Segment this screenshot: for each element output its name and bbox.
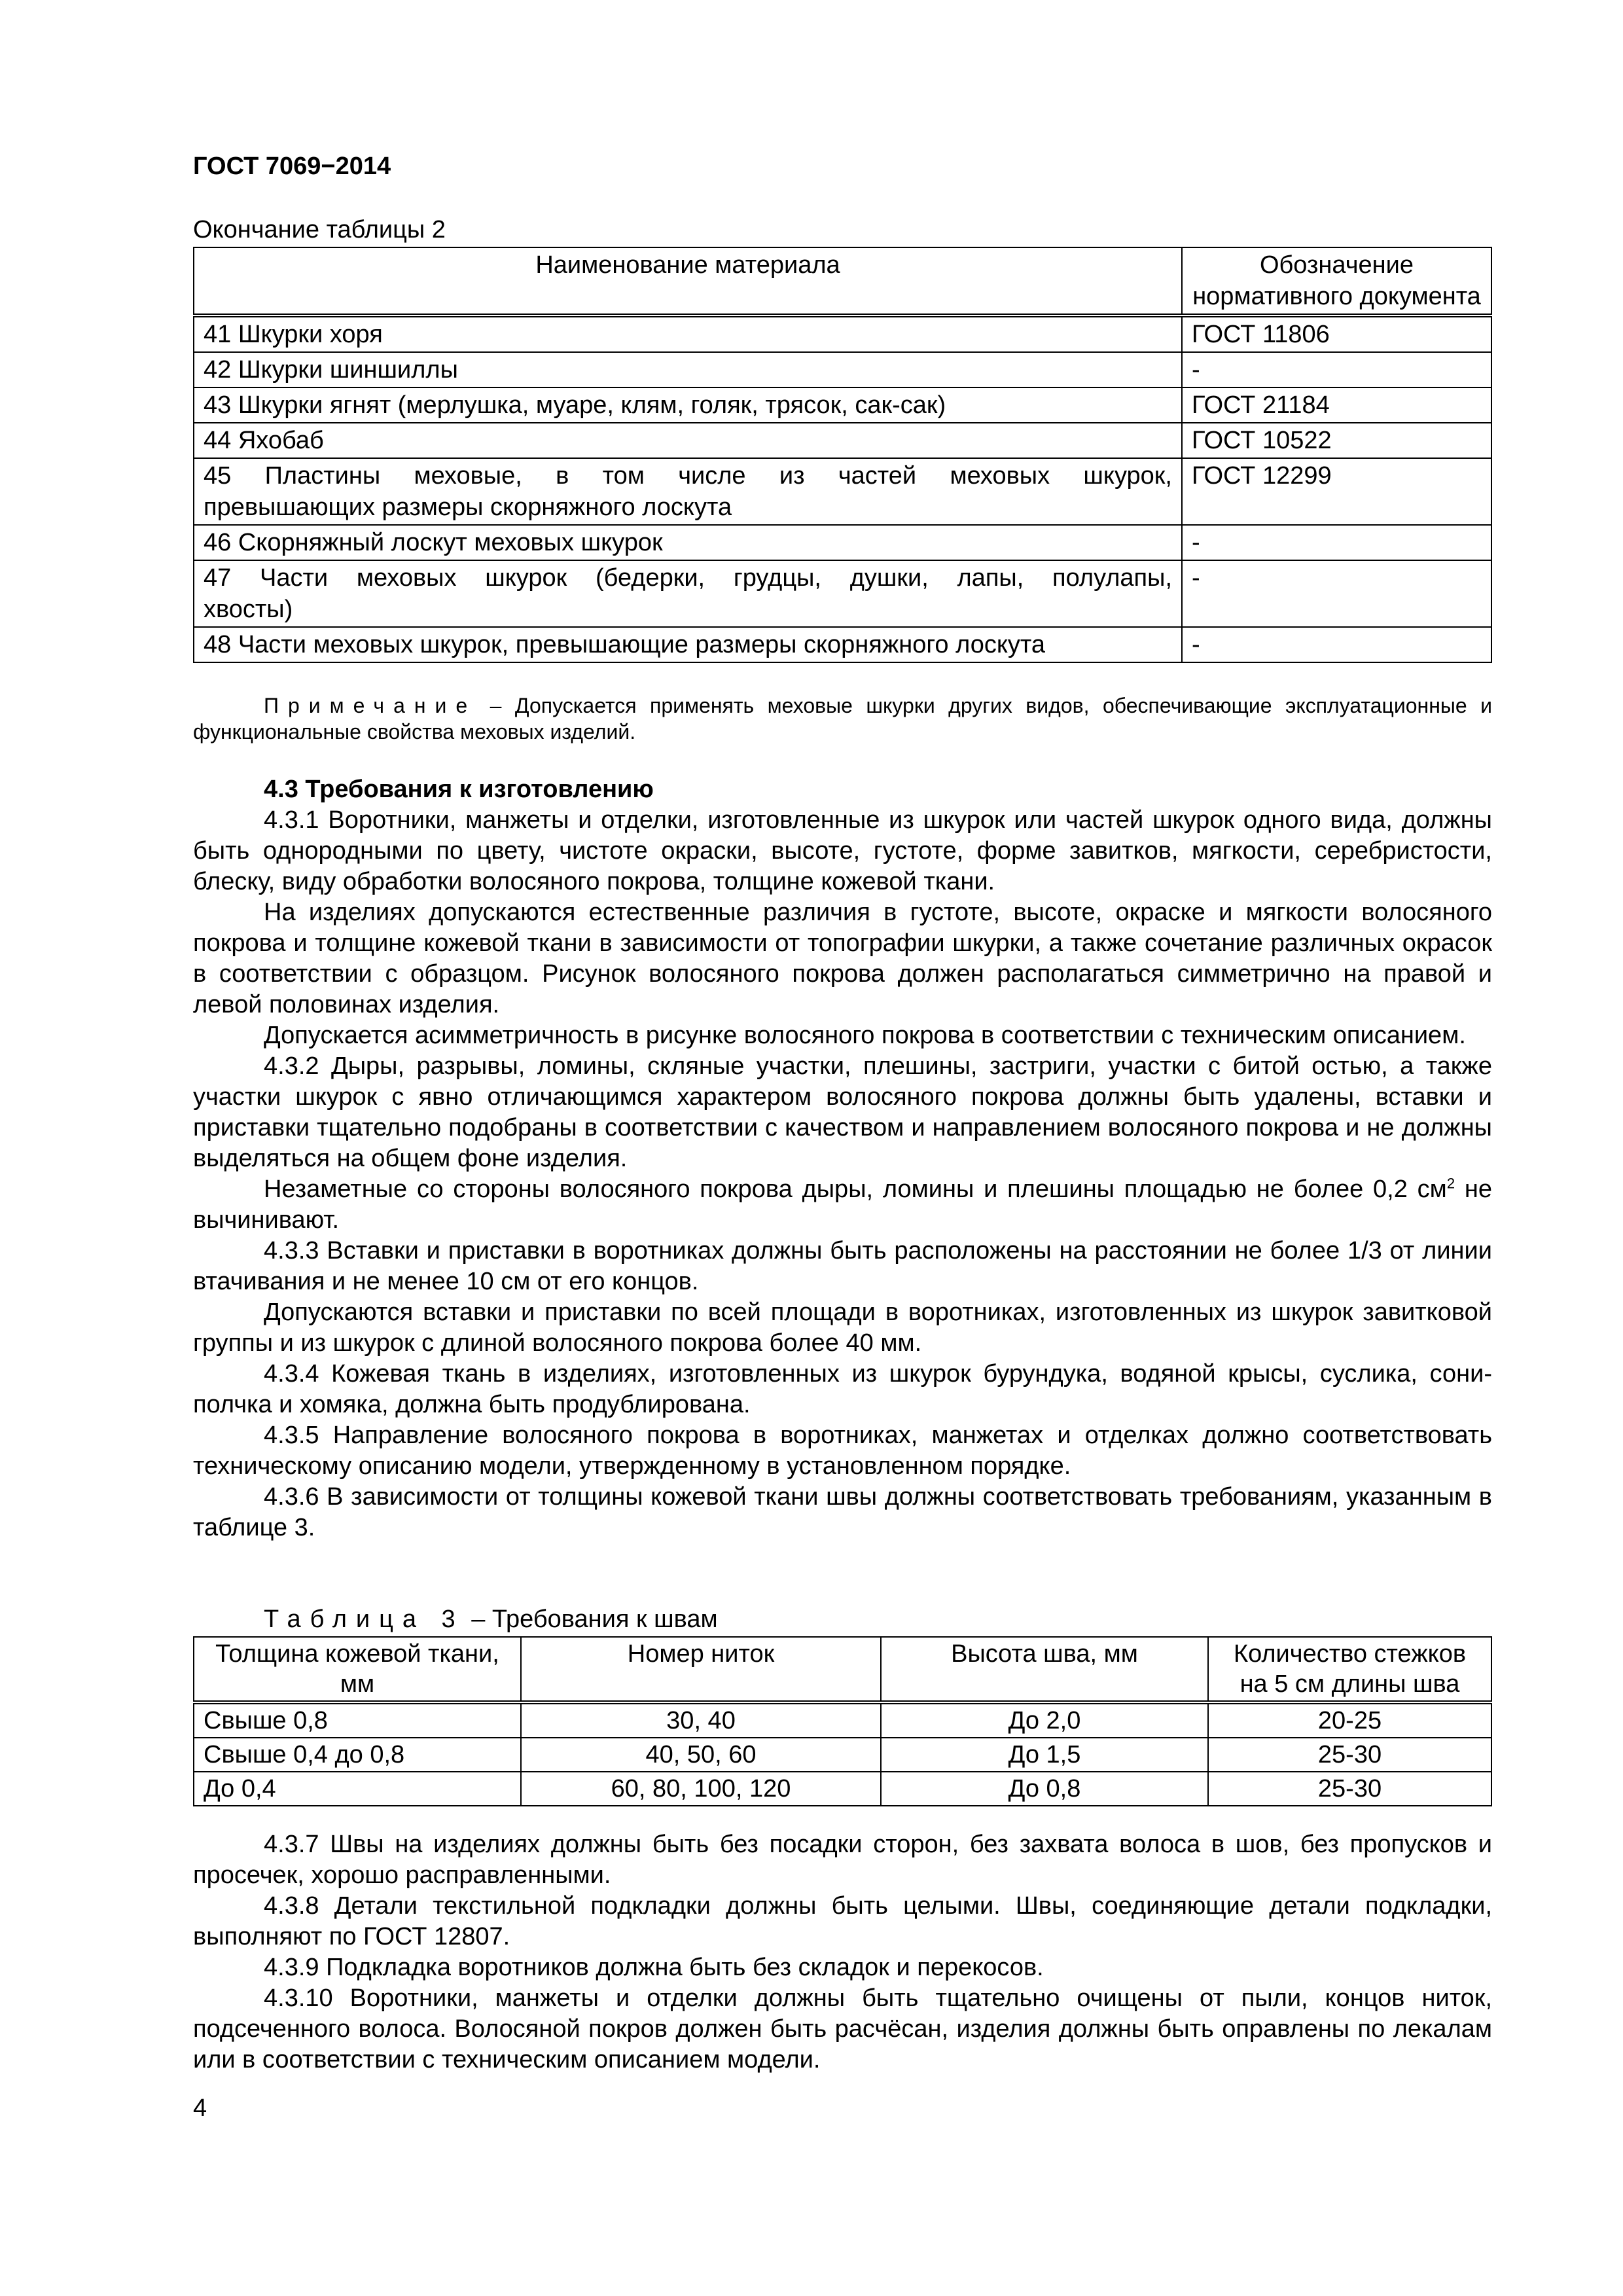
table-cell: 40, 50, 60 (521, 1738, 881, 1772)
table-row (194, 1702, 1491, 1738)
table3-caption (264, 1605, 718, 1634)
table-row (194, 1738, 1491, 1772)
section-4-3 (193, 774, 1492, 1543)
paragraph: 4.3.1 Воротники, манжеты и отделки, изготовленные из шкурок или частей шкурок одного вида, должны быть однородными по цвету, чистоте окраски, высоте, густоте, форме завитков, мягкости, серебристости, блеску, виду обработки волосяного покрова, толщине кожевой ткани. (193, 806, 1492, 895)
material-name-line1: 45 Пластины меховые, в том числе из частей меховых шкурок, (204, 462, 1172, 490)
table-row (194, 315, 1491, 352)
note-text: – Допускается применять меховые шкурки других видов, обеспечивающие эксплуатационные и функциональные свойства меховых изделий. (193, 694, 1492, 744)
table-row (194, 525, 1491, 560)
note-label: Примечание (264, 694, 477, 717)
material-name: 41 Шкурки хоря (194, 315, 1182, 352)
table-note (193, 692, 1492, 745)
page-number: 4 (193, 2094, 207, 2122)
col-material-header: Наименование материала (194, 247, 1182, 315)
doc-ref: - (1182, 627, 1491, 662)
material-name-line2: хвосты) (204, 596, 293, 623)
paragraph-area (193, 1174, 1492, 1236)
table-row (194, 458, 1491, 525)
table3-label: Таблица 3 (264, 1605, 465, 1633)
doc-ref: - (1182, 560, 1491, 627)
doc-ref: ГОСТ 10522 (1182, 423, 1491, 458)
material-name: 46 Скорняжный лоскут меховых шкурок (194, 525, 1182, 560)
section-title: 4.3 Требования к изготовлению (264, 776, 654, 803)
material-name-line2: превышающих размеры скорняжного лоскута (204, 493, 732, 521)
paragraph: Допускается асимметричность в рисунке волосяного покрова в соответствии с техническим описанием. (264, 1022, 1466, 1049)
table-cell: До 2,0 (881, 1702, 1208, 1738)
material-name: 43 Шкурки ягнят (мерлушка, муаре, клям, голяк, трясок, сак-сак) (194, 387, 1182, 423)
table-cell: Свыше 0,4 до 0,8 (194, 1738, 521, 1772)
paragraph-text: Незаметные со стороны волосяного покрова дыры, ломины и плешины площадью не более 0,2 см (264, 1175, 1447, 1203)
table3-title: – Требования к швам (464, 1605, 718, 1633)
table-cell: Свыше 0,8 (194, 1702, 521, 1738)
seams-table (193, 1636, 1492, 1806)
col-header: Высота шва, мм (881, 1637, 1208, 1702)
paragraph: 4.3.8 Детали текстильной подкладки должны быть целыми. Швы, соединяющие детали подкладки, выполняют по ГОСТ 12807. (193, 1892, 1492, 1950)
table-row (194, 387, 1491, 423)
paragraph: 4.3.4 Кожевая ткань в изделиях, изготовленных из шкурок бурундука, водяной крысы, суслика, сони-полчка и хомяка, должна быть продублирована. (193, 1360, 1492, 1418)
material-name: 44 Яхобаб (194, 423, 1182, 458)
table-row (194, 352, 1491, 387)
table-cell: До 1,5 (881, 1738, 1208, 1772)
table-cell: До 0,4 (194, 1772, 521, 1806)
doc-ref: - (1182, 525, 1491, 560)
material-name: 48 Части меховых шкурок, превышающие размеры скорняжного лоскута (194, 627, 1182, 662)
paragraph: На изделиях допускаются естественные различия в густоте, высоте, окраске и мягкости волосяного покрова и толщине кожевой ткани в зависимости от топографии шкурки, а также сочетание различных окрасок в соответствии с образцом. Рисунок волосяного покрова должен располагаться симметрично на правой и левой половинах изделия. (193, 899, 1492, 1018)
material-name-line1: 47 Части меховых шкурок (бедерки, грудцы, душки, лапы, полулапы, (204, 564, 1172, 592)
doc-ref: ГОСТ 21184 (1182, 387, 1491, 423)
paragraph: 4.3.2 Дыры, разрывы, ломины, скляные участки, плешины, застриги, участки с битой остью, а также участки шкурок с явно отличающимся характером волосяного покрова должны быть удалены, вставки и приставки тщательно подобраны в соответствии с качеством и направлением волосяного покрова и не должны выделяться на общем фоне изделия. (193, 1052, 1492, 1172)
section-4-3-continued (193, 1829, 1492, 2075)
superscript: 2 (1446, 1175, 1455, 1192)
table-row (194, 1772, 1491, 1806)
col-header: Толщина кожевой ткани, мм (194, 1637, 521, 1702)
paragraph: 4.3.10 Воротники, манжеты и отделки должны быть тщательно очищены от пыли, концов ниток, подсеченного волоса. Волосяной покров должен быть расчёсан, изделия должны быть оправлены по лекалам или в соответствии с техническим описанием модели. (193, 1984, 1492, 2073)
table-cell: 30, 40 (521, 1702, 881, 1738)
material-name-multiline (194, 458, 1182, 525)
table-cell: 20-25 (1208, 1702, 1491, 1738)
paragraph-text: не вычинивают. (193, 1175, 1492, 1234)
paragraph: 4.3.9 Подкладка воротников должна быть без складок и перекосов. (264, 1954, 1044, 1981)
paragraph: 4.3.7 Швы на изделиях должны быть без посадки сторон, без захвата волоса в шов, без пропусков и просечек, хорошо расправленными. (193, 1831, 1492, 1889)
material-name: 42 Шкурки шиншиллы (194, 352, 1182, 387)
paragraph: 4.3.5 Направление волосяного покрова в воротниках, манжетах и отделках должно соответствовать техническому описанию модели, утвержденному в установленном порядке. (193, 1422, 1492, 1480)
col-header: Количество стежков на 5 см длины шва (1208, 1637, 1491, 1702)
table-cell: 25-30 (1208, 1772, 1491, 1806)
table-row (194, 560, 1491, 627)
paragraph: Допускаются вставки и приставки по всей площади в воротниках, изготовленных из шкурок завитковой группы и из шкурок с длиной волосяного покрова более 40 мм. (193, 1299, 1492, 1357)
paragraph: 4.3.3 Вставки и приставки в воротниках должны быть расположены на расстоянии не более 1/3 от линии втачивания и не менее 10 см от его концов. (193, 1237, 1492, 1295)
table2-caption: Окончание таблицы 2 (193, 216, 446, 243)
col-header: Номер ниток (521, 1637, 881, 1702)
material-name-multiline (194, 560, 1182, 627)
doc-ref: ГОСТ 12299 (1182, 458, 1491, 525)
doc-ref: - (1182, 352, 1491, 387)
table-cell: 60, 80, 100, 120 (521, 1772, 881, 1806)
table-cell: До 0,8 (881, 1772, 1208, 1806)
doc-ref: ГОСТ 11806 (1182, 315, 1491, 352)
table-row (194, 423, 1491, 458)
col-doc-header: Обозначение нормативного документа (1182, 247, 1491, 315)
document-header: ГОСТ 7069−2014 (193, 152, 391, 180)
paragraph: 4.3.6 В зависимости от толщины кожевой ткани швы должны соответствовать требованиям, указанным в таблице 3. (193, 1483, 1492, 1541)
table-row (194, 627, 1491, 662)
materials-table (193, 247, 1492, 663)
table-cell: 25-30 (1208, 1738, 1491, 1772)
